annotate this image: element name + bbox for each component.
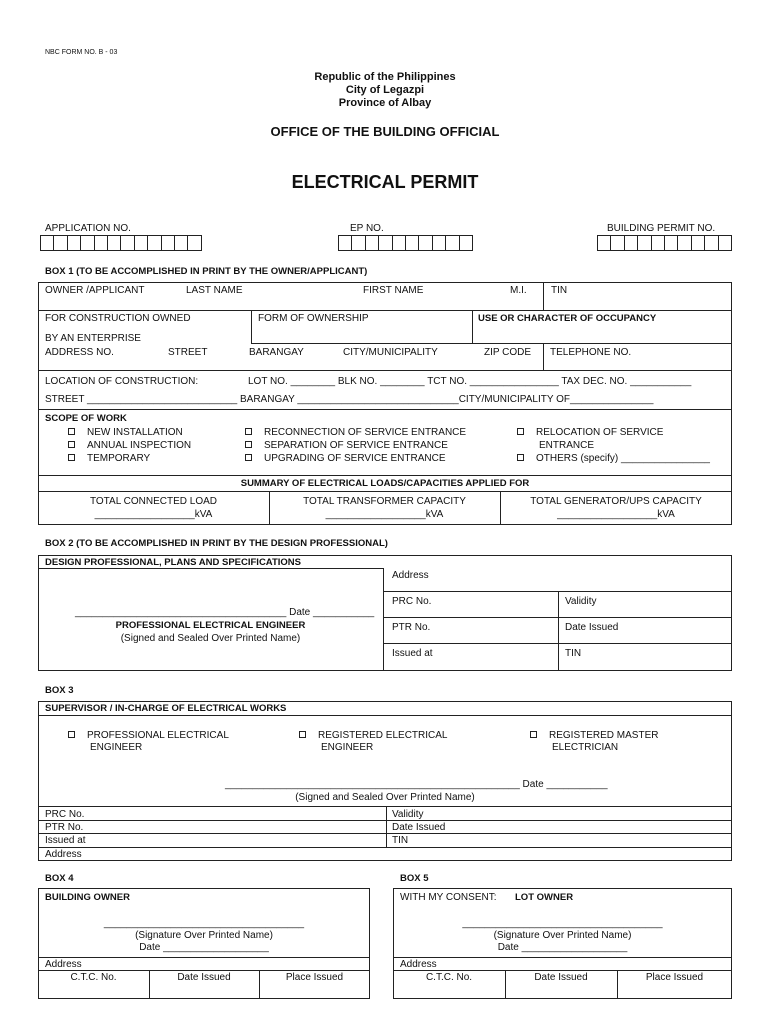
supervisor-date-issued-label: Date Issued xyxy=(392,822,446,833)
supervisor-address-label: Address xyxy=(45,849,82,860)
design-address-label: Address xyxy=(392,570,429,581)
use-occupancy-label: USE OR CHARACTER OF OCCUPANCY xyxy=(478,313,657,324)
lot-owner-date-line[interactable]: Date ___________________ xyxy=(497,942,628,953)
professional-electrical-engineer: PROFESSIONAL ELECTRICAL ENGINEER xyxy=(115,620,306,631)
supervisor-opt2-line2: ENGINEER xyxy=(321,742,374,753)
summary-title: SUMMARY OF ELECTRICAL LOADS/CAPACITIES APPLIED FOR xyxy=(240,478,530,489)
checkbox-icon xyxy=(517,428,524,435)
province-heading: Province of Albay xyxy=(338,97,432,109)
design-tin-label: TIN xyxy=(565,648,582,659)
design-issued-at-label: Issued at xyxy=(392,648,433,659)
ep-no-label: EP NO. xyxy=(350,223,384,234)
building-permit-no-label: BUILDING PERMIT NO. xyxy=(607,223,716,234)
building-permit-no-field[interactable] xyxy=(597,235,732,251)
design-signed-note: (Signed and Sealed Over Printed Name) xyxy=(120,633,301,644)
supervisor-ptr-label: PTR No. xyxy=(45,822,84,833)
lot-owner-signature-note: (Signature Over Printed Name) xyxy=(493,930,632,941)
box4-heading: BOX 4 xyxy=(45,873,74,884)
last-name-label: LAST NAME xyxy=(186,285,243,296)
owner-address-label: Address xyxy=(45,959,82,970)
scope-of-work-title: SCOPE OF WORK xyxy=(45,413,127,424)
owner-signature-note: (Signature Over Printed Name) xyxy=(135,930,273,941)
owner-signature-line[interactable]: ____________________________________ xyxy=(103,918,305,929)
lot-owner-date-issued-label: Date Issued xyxy=(534,972,588,983)
design-prc-label: PRC No. xyxy=(392,596,432,607)
construction-owned-label: FOR CONSTRUCTION OWNED xyxy=(45,313,191,324)
supervisor-signed-note: (Signed and Sealed Over Printed Name) xyxy=(295,792,475,803)
checkbox-icon xyxy=(68,454,75,461)
design-validity-label: Validity xyxy=(565,596,597,607)
scope-reconnection[interactable]: RECONNECTION OF SERVICE ENTRANCE xyxy=(245,426,466,439)
scope-new-installation[interactable]: NEW INSTALLATION xyxy=(68,426,183,439)
supervisor-professional-engineer[interactable]: PROFESSIONAL ELECTRICAL xyxy=(68,729,229,742)
tin-label: TIN xyxy=(551,285,568,296)
design-professional-title: DESIGN PROFESSIONAL, PLANS AND SPECIFICATIONS xyxy=(45,557,301,568)
scope-annual-inspection[interactable]: ANNUAL INSPECTION xyxy=(68,439,191,452)
page-title: ELECTRICAL PERMIT xyxy=(291,172,479,192)
total-transformer-capacity: TOTAL TRANSFORMER CAPACITY xyxy=(303,496,466,507)
checkbox-icon xyxy=(530,731,537,738)
street-label: STREET xyxy=(168,347,208,358)
total-connected-load: TOTAL CONNECTED LOAD xyxy=(89,496,218,507)
checkbox-icon xyxy=(68,428,75,435)
supervisor-opt1-line2: ENGINEER xyxy=(90,742,143,753)
total-generator-capacity: TOTAL GENERATOR/UPS CAPACITY xyxy=(530,496,702,507)
scope-temporary[interactable]: TEMPORARY xyxy=(68,452,150,465)
office-heading: OFFICE OF THE BUILDING OFFICIAL xyxy=(270,124,500,139)
form-number: NBC FORM NO. B - 03 xyxy=(45,49,118,56)
by-enterprise-label: BY AN ENTERPRISE xyxy=(45,333,141,344)
supervisor-validity-label: Validity xyxy=(392,809,424,820)
scope-relocation[interactable]: RELOCATION OF SERVICE xyxy=(517,426,663,439)
form-ownership-label: FORM OF OWNERSHIP xyxy=(258,313,369,324)
box3-heading: BOX 3 xyxy=(45,685,74,696)
checkbox-icon xyxy=(245,454,252,461)
city-municipality-label: CITY/MUNICIPALITY xyxy=(343,347,438,358)
checkbox-icon xyxy=(299,731,306,738)
application-no-label: APPLICATION NO. xyxy=(45,223,131,234)
lot-owner-title: LOT OWNER xyxy=(515,892,574,903)
checkbox-icon xyxy=(517,454,524,461)
application-no-field[interactable] xyxy=(40,235,202,251)
total-connected-load-line[interactable]: __________________kVA xyxy=(94,509,213,520)
scope-others[interactable]: OTHERS (specify) ________________ xyxy=(517,452,710,465)
zip-code-label: ZIP CODE xyxy=(484,347,532,358)
supervisor-tin-label: TIN xyxy=(392,835,409,846)
street-barangay-line: STREET ___________________________ BARANGAY _____________________________CITY/MUNICIPALITY OF_______________ xyxy=(45,394,654,405)
total-transformer-capacity-line[interactable]: __________________kVA xyxy=(325,509,444,520)
box5-heading: BOX 5 xyxy=(400,873,429,884)
supervisor-date-line[interactable]: _____________________________________________________ Date ___________ xyxy=(225,779,608,790)
scope-relocation-line2: ENTRANCE xyxy=(539,440,595,451)
with-consent-label: WITH MY CONSENT: xyxy=(400,892,497,903)
design-ptr-label: PTR No. xyxy=(392,622,431,633)
supervisor-title: SUPERVISOR / IN-CHARGE OF ELECTRICAL WORKS xyxy=(45,703,287,714)
design-date-issued-label: Date Issued xyxy=(565,622,619,633)
scope-separation[interactable]: SEPARATION OF SERVICE ENTRANCE xyxy=(245,439,448,452)
checkbox-icon xyxy=(245,428,252,435)
owner-date-line[interactable]: Date ___________________ xyxy=(139,942,269,953)
address-no-label: ADDRESS NO. xyxy=(45,347,114,358)
republic-heading: Republic of the Philippines xyxy=(314,71,456,83)
design-date-line[interactable]: ______________________________________ Date ___________ xyxy=(75,607,375,618)
checkbox-icon xyxy=(245,441,252,448)
supervisor-master-electrician[interactable]: REGISTERED MASTER xyxy=(530,729,658,742)
box2-heading: BOX 2 (TO BE ACCOMPLISHED IN PRINT BY THE DESIGN PROFESSIONAL) xyxy=(45,538,388,549)
building-owner-title: BUILDING OWNER xyxy=(45,892,130,903)
mi-label: M.I. xyxy=(510,285,527,296)
lot-owner-address-label: Address xyxy=(400,959,437,970)
location-label: LOCATION OF CONSTRUCTION: xyxy=(45,376,199,387)
telephone-label: TELEPHONE NO. xyxy=(550,347,632,358)
lot-blk-tct-line: LOT NO. ________ BLK NO. ________ TCT NO. ________________ TAX DEC. NO. ___________ xyxy=(248,376,692,387)
owner-date-issued-label: Date Issued xyxy=(177,972,231,983)
checkbox-icon xyxy=(68,731,75,738)
lot-owner-signature-line[interactable]: ____________________________________ xyxy=(462,918,663,929)
owner-applicant-label: OWNER /APPLICANT xyxy=(45,285,145,296)
supervisor-issued-at-label: Issued at xyxy=(45,835,86,846)
ep-no-field[interactable] xyxy=(338,235,473,251)
owner-place-issued-label: Place Issued xyxy=(285,972,344,983)
checkbox-icon xyxy=(68,441,75,448)
lot-owner-place-issued-label: Place Issued xyxy=(645,972,704,983)
supervisor-registered-engineer[interactable]: REGISTERED ELECTRICAL xyxy=(299,729,447,742)
owner-ctc-label: C.T.C. No. xyxy=(70,972,117,983)
scope-upgrading[interactable]: UPGRADING OF SERVICE ENTRANCE xyxy=(245,452,446,465)
first-name-label: FIRST NAME xyxy=(363,285,424,296)
supervisor-opt3-line2: ELECTRICIAN xyxy=(552,742,619,753)
total-generator-capacity-line[interactable]: __________________kVA xyxy=(557,509,675,520)
supervisor-prc-label: PRC No. xyxy=(45,809,85,820)
lot-owner-ctc-label: C.T.C. No. xyxy=(425,972,473,983)
box1-heading: BOX 1 (TO BE ACCOMPLISHED IN PRINT BY THE OWNER/APPLICANT) xyxy=(45,266,368,277)
city-heading: City of Legazpi xyxy=(345,84,425,96)
barangay-label: BARANGAY xyxy=(249,347,304,358)
